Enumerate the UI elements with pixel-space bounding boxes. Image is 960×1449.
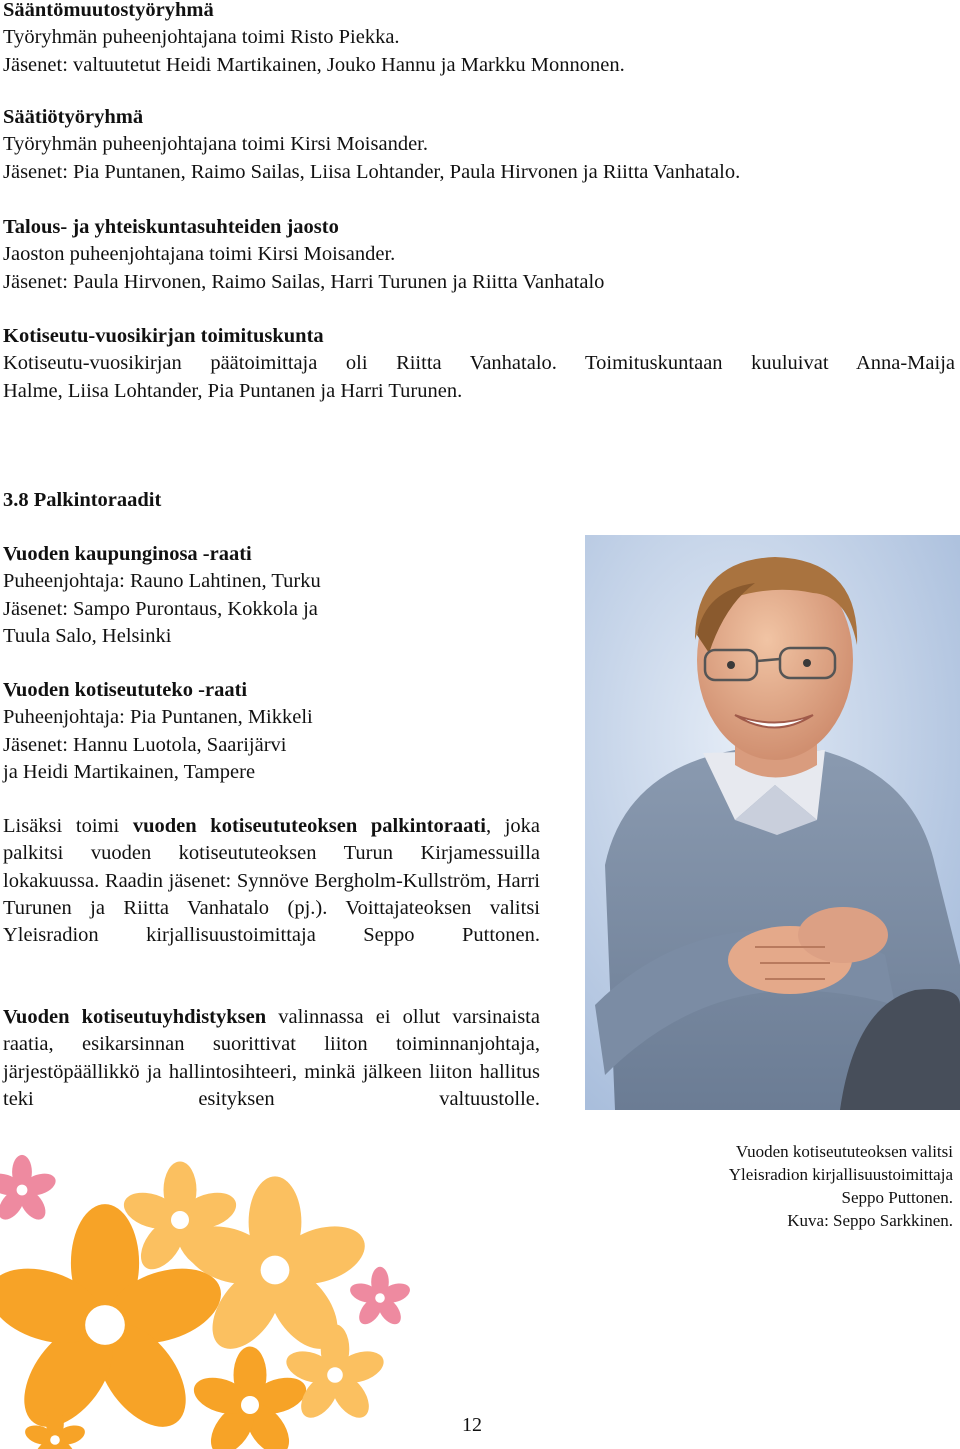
page-number: 12 (462, 1414, 482, 1436)
section-heading: 3.8 Palkintoraadit (3, 489, 162, 511)
jury-line: Puheenjohtaja: Rauno Lahtinen, Turku (3, 570, 321, 593)
section-talous (3, 214, 955, 296)
paragraph-bold: vuoden kotiseututeoksen palkintoraati (132, 815, 486, 837)
flower-icon (348, 1267, 413, 1329)
portrait-illustration (585, 535, 960, 1110)
flower-decoration (0, 1150, 420, 1449)
section-title: Sääntömuutostyöryhmä (3, 0, 214, 21)
paragraph-palkintoraati (3, 813, 540, 949)
paragraph-lead: Lisäksi toimi (3, 815, 133, 837)
section-title: Säätiötyöryhmä (3, 106, 144, 128)
photo-caption (593, 1140, 953, 1232)
paragraph-text (3, 1004, 540, 1113)
section-saantomuutos (3, 0, 955, 79)
jury-kaupunginosa (3, 541, 540, 650)
caption-line: Yleisradion kirjallisuustoimittaja (728, 1165, 953, 1184)
jury-line: Jäsenet: Sampo Purontaus, Kokkola ja (3, 597, 318, 620)
caption-line: Kuva: Seppo Sarkkinen. (787, 1211, 953, 1230)
flower-icon (0, 1155, 58, 1224)
section-line: Työryhmän puheenjohtajana toimi Kirsi Moisander. (3, 133, 428, 156)
section-vuosikirja (3, 323, 955, 405)
section-line: Jäsenet: valtuutetut Heidi Martikainen, Jouko Hannu ja Markku Monnonen. (3, 53, 625, 76)
jury-line: Tuula Salo, Helsinki (3, 624, 172, 647)
jury-kotiseututeko (3, 677, 540, 786)
section-line: Jaoston puheenjohtajana toimi Kirsi Moisander. (3, 243, 396, 266)
section-line: Jäsenet: Pia Puntanen, Raimo Sailas, Liisa Lohtander, Paula Hirvonen ja Riitta Vanhatalo. (3, 160, 741, 183)
portrait-photo (585, 535, 960, 1110)
section-saatio (3, 104, 955, 186)
paragraph-rest: valinnassa ei ollut varsinaista raatia, esikarsinnan suorittivat liiton toiminnanjohtaja, järjestöpäällikkö ja hallintosihteeri, minkä jälkeen liiton hallitus teki esityksen valtuustolle. (3, 1006, 540, 1110)
paragraph-bold: Vuoden kotiseutuyhdistyksen (3, 1006, 267, 1028)
jury-title: Vuoden kaupunginosa -raati (3, 543, 252, 565)
section-title: Kotiseutu-vuosikirjan toimituskunta (3, 325, 324, 347)
jury-line: Puheenjohtaja: Pia Puntanen, Mikkeli (3, 706, 313, 729)
caption-line: Seppo Puttonen. (841, 1188, 953, 1207)
jury-title: Vuoden kotiseututeko -raati (3, 679, 248, 701)
caption-line: Vuoden kotiseututeoksen valitsi (735, 1142, 953, 1161)
paragraph-text (3, 813, 540, 949)
section-line: Jäsenet: Paula Hirvonen, Raimo Sailas, Harri Turunen ja Riitta Vanhatalo (3, 270, 605, 293)
section-line: Työryhmän puheenjohtajana toimi Risto Piekka. (3, 26, 400, 49)
section-line: Halme, Liisa Lohtander, Pia Puntanen ja Harri Turunen. (3, 379, 463, 402)
section-title: Talous- ja yhteiskuntasuhteiden jaosto (3, 216, 339, 238)
paragraph-rest: , joka palkitsi vuoden kotiseututeoksen Turun Kirjamessuilla lokakuussa. Raadin jäsenet: Synnöve Bergholm-Kullström, Harri Turunen ja Riitta Vanhatalo (pj.). Voittajateoksen valitsi Yleisradion kirjallisuustoimittaja Seppo Puttonen. (3, 815, 541, 947)
jury-line: Jäsenet: Hannu Luotola, Saarijärvi (3, 733, 287, 756)
section-line: Kotiseutu-vuosikirjan päätoimittaja oli Riitta Vanhatalo. Toimituskuntaan kuuluivat Anna-Maija (3, 352, 955, 375)
jury-line: ja Heidi Martikainen, Tampere (3, 760, 256, 783)
paragraph-kotiseutuyhdistys (3, 1004, 540, 1113)
